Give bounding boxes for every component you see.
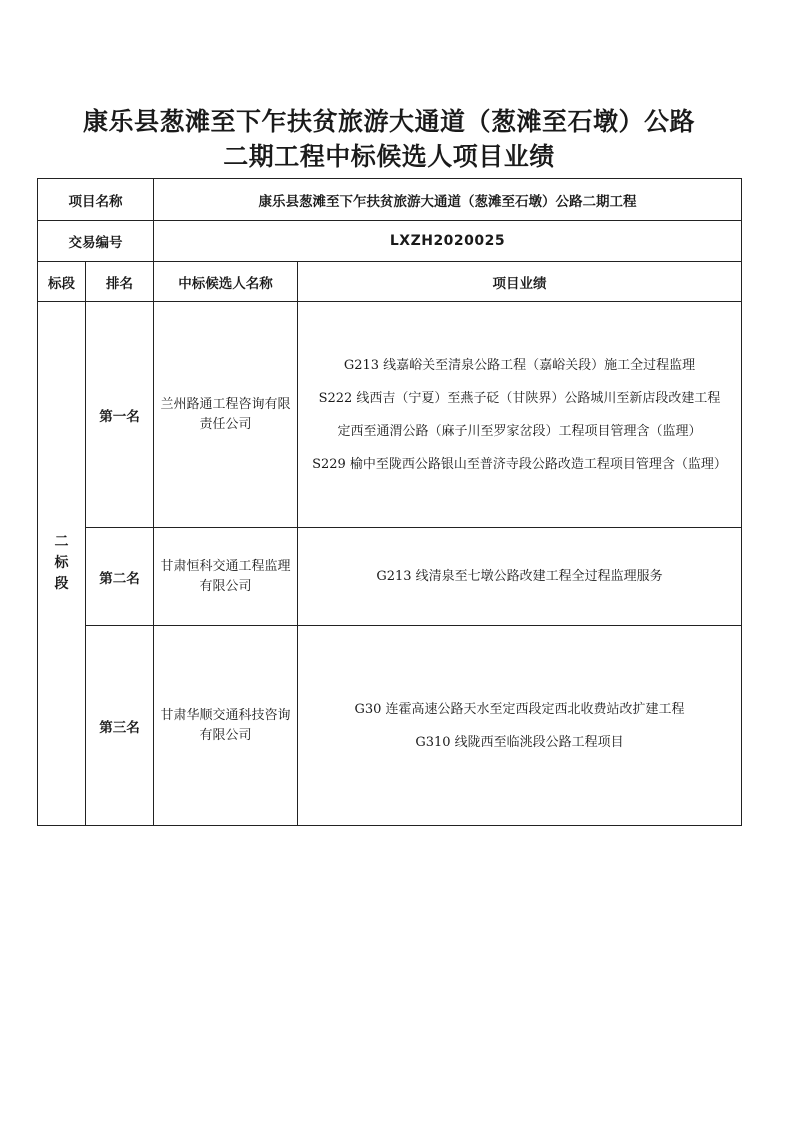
performance-item: G30 连霍高速公路天水至定西段定西北收费站改扩建工程 [354,701,685,717]
candidate-rank: 第二名 [86,528,154,626]
column-header-row [38,262,742,302]
trade-code-value: LXZH2020025 [154,221,742,262]
col-header-performance: 项目业绩 [298,262,742,302]
performance-item: S229 榆中至陇西公路银山至普济寺段公路改造工程项目管理含（监理） [312,456,727,472]
candidate-performance [298,302,742,528]
performance-item: G310 线陇西至临洮段公路工程项目 [415,734,624,750]
col-header-candidate: 中标候选人名称 [154,262,298,302]
page-title-line-2: 二期工程中标候选人项目业绩 [223,142,555,171]
col-header-section: 标段 [38,262,86,302]
candidate-performance [298,626,742,826]
col-header-rank: 排名 [86,262,154,302]
performance-item: 定西至通渭公路（麻子川至罗家岔段）工程项目管理含（监理） [337,423,702,439]
candidate-rank: 第一名 [86,302,154,528]
section-cell [38,302,86,826]
candidate-row [38,528,742,626]
project-name-row [38,179,742,221]
performance-item: S222 线西吉（宁夏）至燕子砭（甘陕界）公路城川至新店段改建工程 [318,390,721,406]
candidate-name: 甘肃华顺交通科技咨询有限公司 [154,626,298,826]
project-name-label: 项目名称 [38,179,154,221]
performance-item: G213 线清泉至七墩公路改建工程全过程监理服务 [376,569,663,584]
candidate-name: 兰州路通工程咨询有限责任公司 [154,302,298,528]
candidate-row [38,302,742,528]
page-title [37,104,741,174]
performance-table [37,178,742,826]
candidate-rank: 第三名 [86,626,154,826]
section-label: 二标段 [54,534,69,592]
trade-code-label: 交易编号 [38,221,154,262]
performance-item: G213 线嘉峪关至清泉公路工程（嘉峪关段）施工全过程监理 [343,357,696,373]
candidate-row [38,626,742,826]
candidate-performance [298,528,742,626]
trade-code-row [38,221,742,262]
page-title-line-1: 康乐县葱滩至下乍扶贫旅游大通道（葱滩至石墩）公路 [82,107,695,136]
candidate-name: 甘肃恒科交通工程监理有限公司 [154,528,298,626]
project-name-value: 康乐县葱滩至下乍扶贫旅游大通道（葱滩至石墩）公路二期工程 [154,179,742,221]
